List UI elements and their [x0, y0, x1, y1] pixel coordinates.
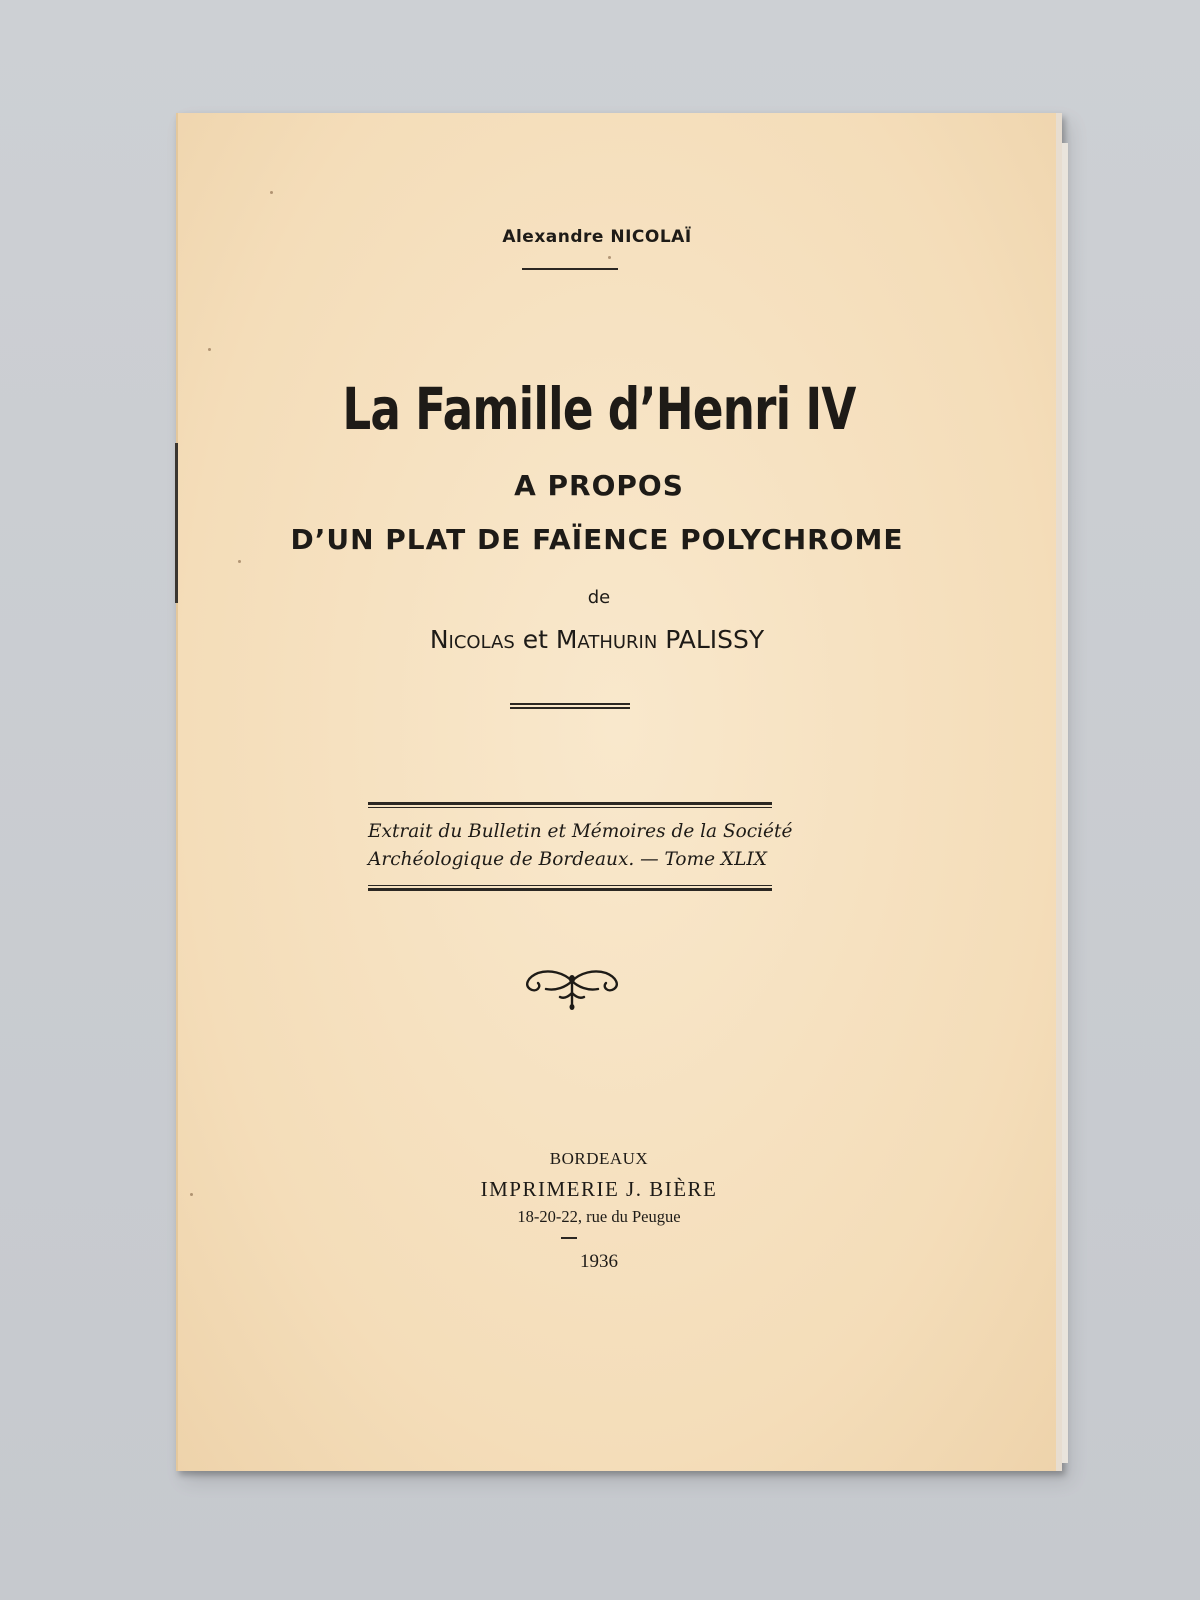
subtitle-line-2: D’UN PLAT DE FAÏENCE POLYCHROME: [290, 523, 904, 556]
name-nicolas: Nicolas: [429, 625, 515, 654]
fleuron-ornament-icon: [520, 963, 624, 1013]
name-et: et: [514, 625, 556, 654]
paper-speck: [208, 348, 211, 351]
publication-year: 1936: [580, 1251, 618, 1272]
subtitle-de: de: [587, 587, 611, 608]
book-title: La Famille d’Henri IV: [342, 375, 856, 443]
extract-rule-top: [368, 802, 772, 808]
book-cover: [176, 113, 1062, 1471]
extract-rule-bottom: [368, 885, 772, 891]
paper-speck: [190, 1193, 193, 1196]
extract-line-1: Extrait du Bulletin et Mémoires de la Société: [368, 821, 793, 842]
printer-name: IMPRIMERIE J. BIÈRE: [480, 1177, 718, 1201]
subject-names: [158, 625, 1036, 654]
paper-speck: [238, 560, 241, 563]
author-rule: [522, 268, 618, 270]
paper-speck: [608, 256, 611, 259]
author-name: Alexandre NICOLAÏ: [502, 227, 692, 247]
printer-address: 18-20-22, rue du Peugue: [517, 1207, 681, 1226]
subtitle-line-1: A PROPOS: [514, 469, 684, 502]
publication-city: BORDEAUX: [549, 1149, 649, 1168]
name-mathurin: Mathurin: [555, 625, 658, 654]
name-palissy: PALISSY: [657, 625, 765, 654]
double-rule-divider: [510, 703, 630, 709]
small-dash: [561, 1237, 577, 1239]
paper-speck: [270, 191, 273, 194]
page-edge: [1062, 143, 1068, 1463]
extract-line-2: Archéologique de Bordeaux. — Tome XLIX: [368, 849, 767, 870]
